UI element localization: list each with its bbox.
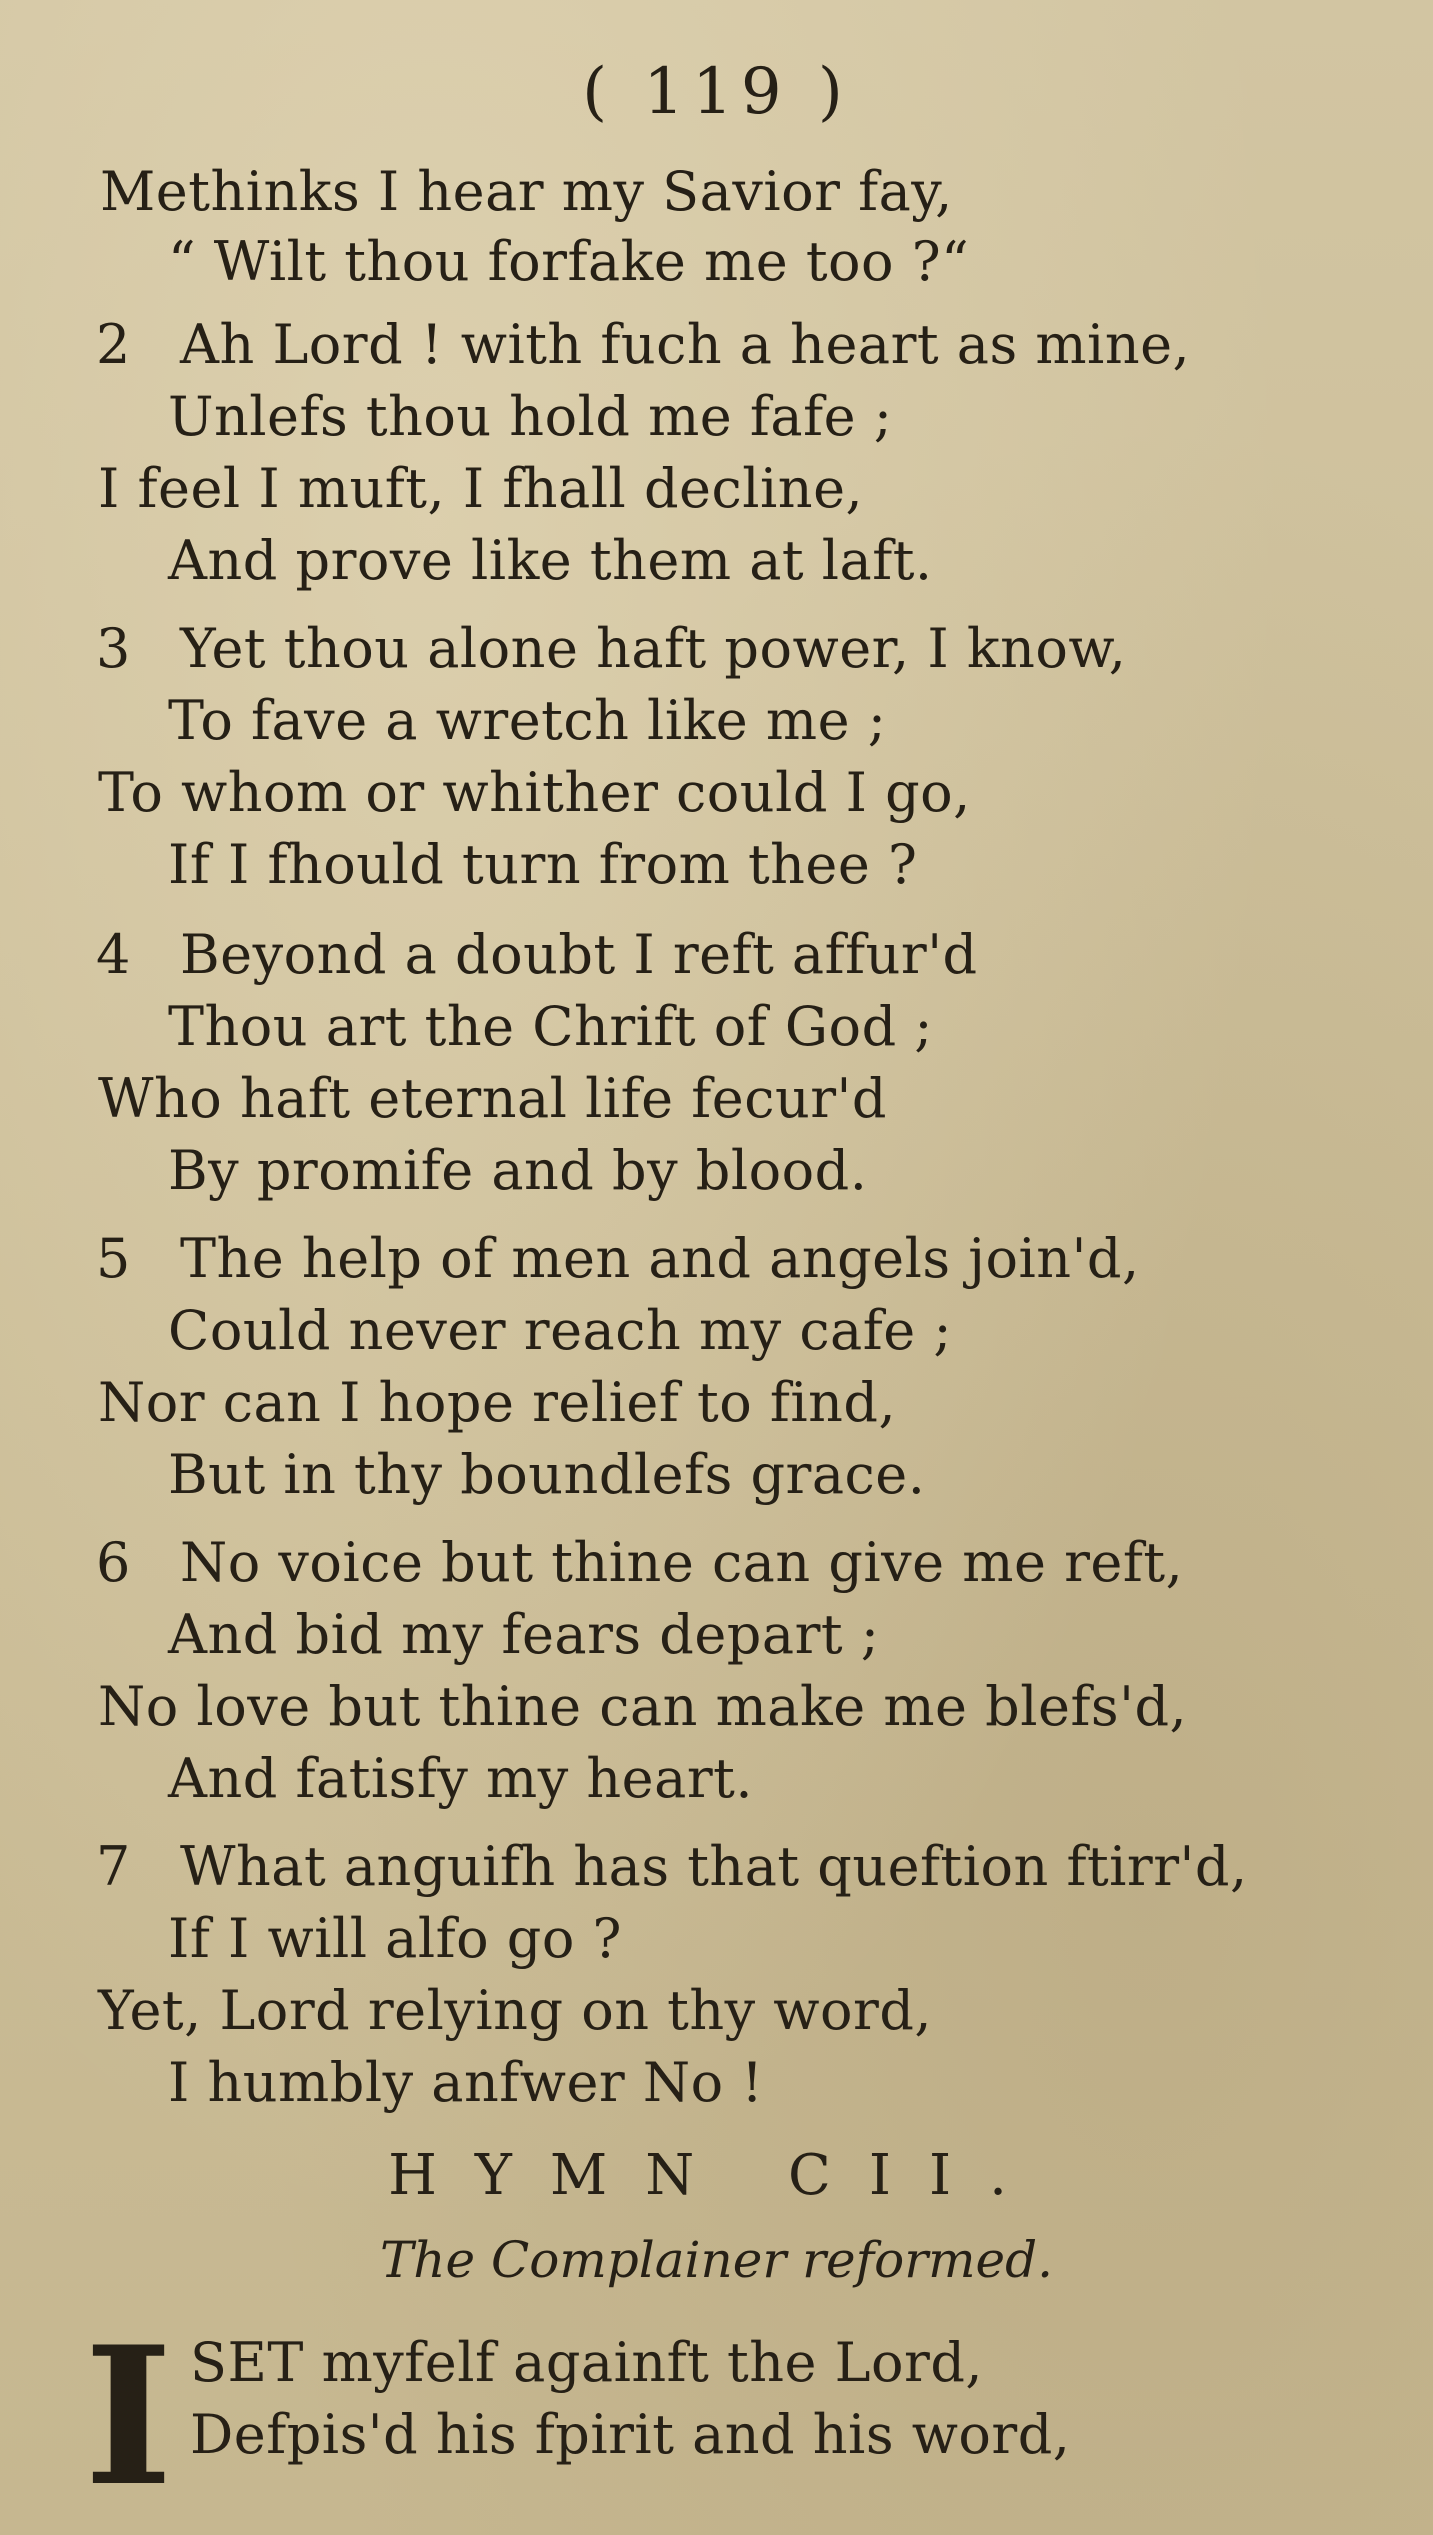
verse-1-line-2: “ Wilt thou forfake me too ?“ (168, 230, 970, 293)
verse-number-3: 3 (96, 617, 131, 680)
verse-4-line-4: By promife and by blood. (168, 1139, 868, 1202)
verse-number-7: 7 (96, 1835, 131, 1898)
verse-4-line-3: Who haft eternal life fecur'd (98, 1067, 887, 1130)
verse-number-4: 4 (96, 923, 131, 986)
verse-4-line-2: Thou art the Chrift of God ; (168, 995, 933, 1058)
verse-5-line-1: The help of men and angels join'd, (180, 1227, 1140, 1290)
hymn-subtitle: The Complainer reformed. (379, 2231, 1054, 2289)
verse-2-line-4: And prove like them at laft. (168, 529, 933, 592)
verse-5-line-2: Could never reach my cafe ; (168, 1299, 953, 1362)
verse-6-line-1: No voice but thine can give me reft, (180, 1531, 1184, 1594)
verse-1-line-1: Methinks I hear my Savior fay, (100, 160, 953, 223)
verse-6-line-2: And bid my fears depart ; (168, 1603, 880, 1666)
verse-number-5: 5 (96, 1227, 131, 1290)
hymn-line-1: SET myfelf againft the Lord, (190, 2331, 984, 2394)
verse-number-6: 6 (96, 1531, 131, 1594)
hymn-line-2: Defpis'd his fpirit and his word, (190, 2403, 1071, 2466)
drop-cap: I (84, 2305, 173, 2528)
verse-6-line-4: And fatisfy my heart. (168, 1747, 754, 1810)
verse-3-line-2: To fave a wretch like me ; (168, 689, 887, 752)
verse-7-line-3: Yet, Lord relying on thy word, (98, 1979, 933, 2042)
page-number: ( 119 ) (582, 55, 851, 129)
verse-3-line-4: If I fhould turn from thee ? (168, 833, 918, 896)
verse-5-line-3: Nor can I hope relief to find, (98, 1371, 897, 1434)
verse-3-line-3: To whom or whither could I go, (98, 761, 971, 824)
verse-3-line-1: Yet thou alone haft power, I know, (180, 617, 1127, 680)
verse-7-line-1: What anguifh has that queftion ftirr'd, (180, 1835, 1248, 1898)
verse-number-2: 2 (96, 313, 131, 376)
verse-4-line-1: Beyond a doubt I reft affur'd (180, 923, 978, 986)
hymn-title: HYMN CII. (388, 2143, 1045, 2208)
verse-2-line-3: I feel I muft, I fhall decline, (98, 457, 864, 520)
verse-7-line-2: If I will alfo go ? (168, 1907, 622, 1970)
verse-2-line-1: Ah Lord ! with fuch a heart as mine, (180, 313, 1191, 376)
verse-7-line-4: I humbly anfwer No ! (168, 2051, 764, 2114)
verse-2-line-2: Unlefs thou hold me fafe ; (168, 385, 893, 448)
verse-5-line-4: But in thy boundlefs grace. (168, 1443, 926, 1506)
verse-6-line-3: No love but thine can make me blefs'd, (98, 1675, 1188, 1738)
